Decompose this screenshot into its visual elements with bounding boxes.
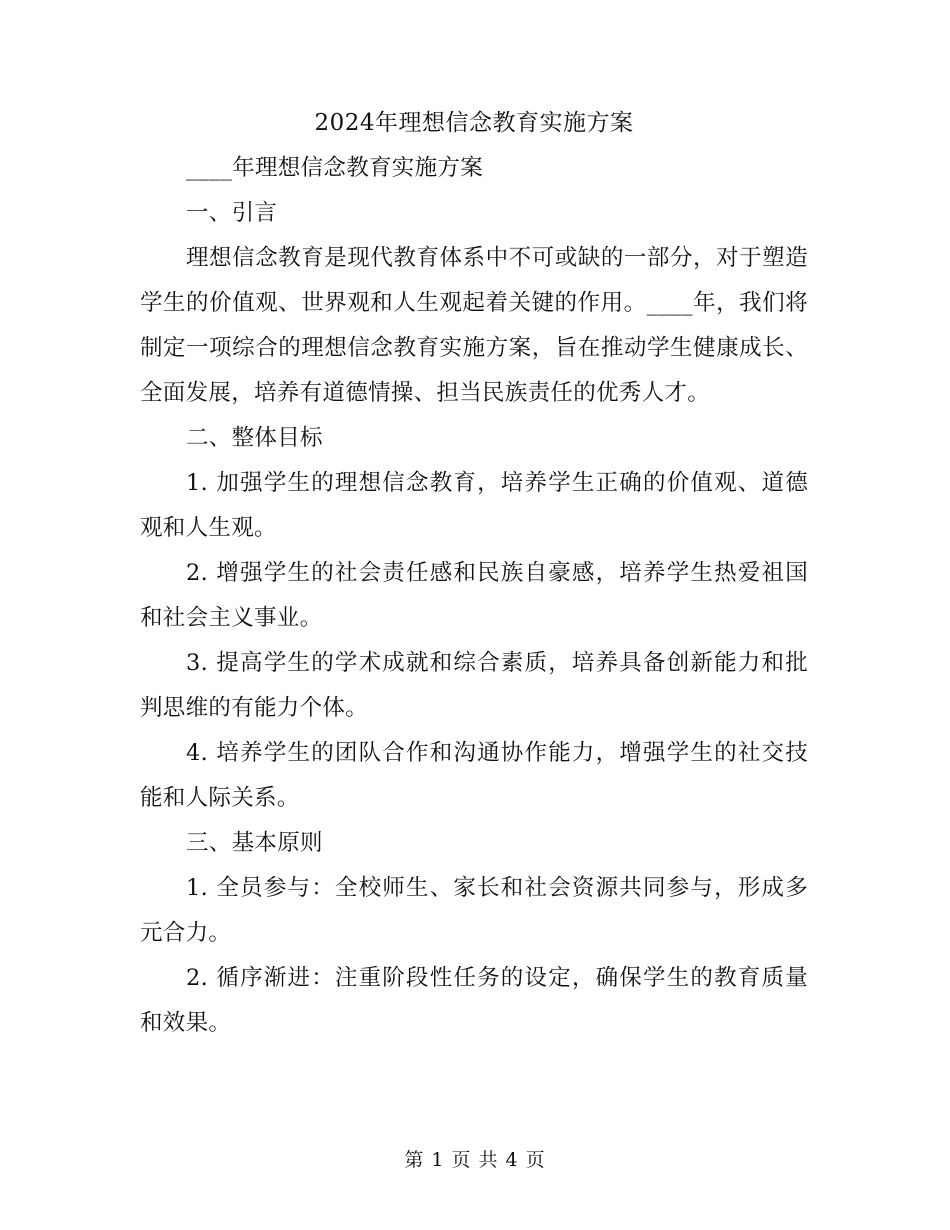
document-title: 2024年理想信念教育实施方案 (314, 110, 634, 136)
page-footer: 第 1 页 共 4 页 (404, 1149, 546, 1171)
document-body (140, 100, 808, 1046)
principle-item-2: 2. 循序渐进：注重阶段性任务的设定，确保学生的教育质量和效果。 (140, 965, 808, 1036)
section-heading-introduction: 一、引言 (186, 200, 278, 226)
goal-item-4: 4. 培养学生的团队合作和沟通协作能力，增强学生的社交技能和人际关系。 (140, 740, 808, 811)
goal-item-3: 3. 提高学生的学术成就和综合素质，培养具备创新能力和批判思维的有能力个体。 (140, 650, 808, 721)
section-heading-principles: 三、基本原则 (186, 830, 323, 856)
goal-item-1: 1. 加强学生的理想信念教育，培养学生正确的价值观、道德观和人生观。 (140, 470, 808, 541)
goal-item-2: 2. 增强学生的社会责任感和民族自豪感，培养学生热爱祖国和社会主义事业。 (140, 560, 808, 631)
section-heading-goals: 二、整体目标 (186, 425, 323, 451)
principle-item-1: 1. 全员参与：全校师生、家长和社会资源共同参与，形成多元合力。 (140, 875, 808, 946)
subtitle-line: ____年理想信念教育实施方案 (186, 155, 484, 181)
introduction-paragraph: 理想信念教育是现代教育体系中不可或缺的一部分，对于塑造学生的价值观、世界观和人生观起着关键的作用。____年，我们将制定一项综合的理想信念教育实施方案，旨在推动学生健康成长、全面发展，培养有道德情操、担当民族责任的优秀人才。 (140, 245, 808, 406)
